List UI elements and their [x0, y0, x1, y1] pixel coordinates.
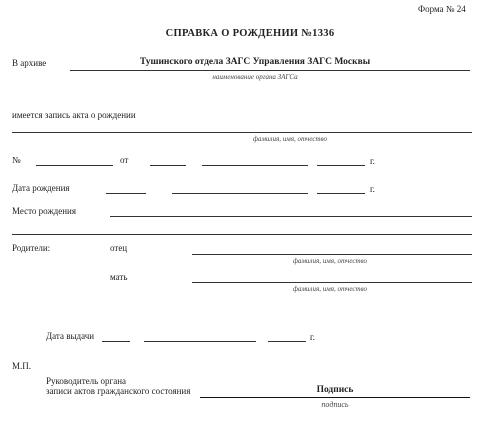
from-month-field[interactable]	[202, 165, 308, 166]
issue-day-field[interactable]	[102, 341, 130, 342]
record-underline	[12, 132, 472, 133]
archive-hint: наименование органа ЗАГСа	[212, 73, 298, 81]
father-field[interactable]	[192, 254, 472, 255]
issue-month-field[interactable]	[144, 341, 256, 342]
birth-year-field[interactable]	[317, 193, 365, 194]
birth-year-suffix: г.	[370, 184, 375, 194]
father-hint: фамилия, имя, отчество	[293, 257, 367, 265]
record-hint: фамилия, имя, отчество	[253, 135, 327, 143]
mother-hint: фамилия, имя, отчество	[293, 285, 367, 293]
number-sign: №	[12, 155, 21, 165]
record-label: имеется запись акта о рождении	[12, 110, 136, 120]
from-day-field[interactable]	[150, 165, 186, 166]
signature-value: Подпись	[316, 385, 354, 395]
form-number: Форма № 24	[418, 4, 466, 14]
issue-year-suffix: г.	[310, 332, 315, 342]
issue-date-label: Дата выдачи	[46, 331, 95, 341]
archive-label: В архиве	[12, 58, 47, 68]
birth-month-field[interactable]	[172, 193, 308, 194]
number-field[interactable]	[36, 165, 113, 166]
mother-field[interactable]	[192, 282, 472, 283]
archive-value: Тушинского отдела ЗАГС Управления ЗАГС Москвы	[139, 57, 371, 67]
parents-label: Родители:	[12, 243, 51, 253]
birth-place-label: Место рождения	[12, 206, 77, 216]
father-label: отец	[110, 243, 128, 253]
head-title-line1: Руководитель органа	[46, 376, 127, 386]
birth-place-line2[interactable]	[12, 234, 472, 235]
document-title: СПРАВКА О РОЖДЕНИИ №1336	[165, 28, 335, 39]
stamp-label: М.П.	[12, 361, 32, 371]
from-label: от	[120, 155, 129, 165]
mother-label: мать	[110, 272, 128, 282]
number-year-suffix: г.	[370, 156, 375, 166]
archive-underline	[70, 70, 470, 71]
signature-line[interactable]	[200, 397, 470, 398]
issue-year-field[interactable]	[268, 341, 306, 342]
from-year-field[interactable]	[317, 165, 365, 166]
birth-day-field[interactable]	[106, 193, 146, 194]
signature-hint: подпись	[321, 400, 349, 409]
head-title-line2: записи актов гражданского состояния	[46, 386, 191, 396]
birth-date-label: Дата рождения	[12, 183, 70, 193]
birth-place-field[interactable]	[110, 216, 472, 217]
